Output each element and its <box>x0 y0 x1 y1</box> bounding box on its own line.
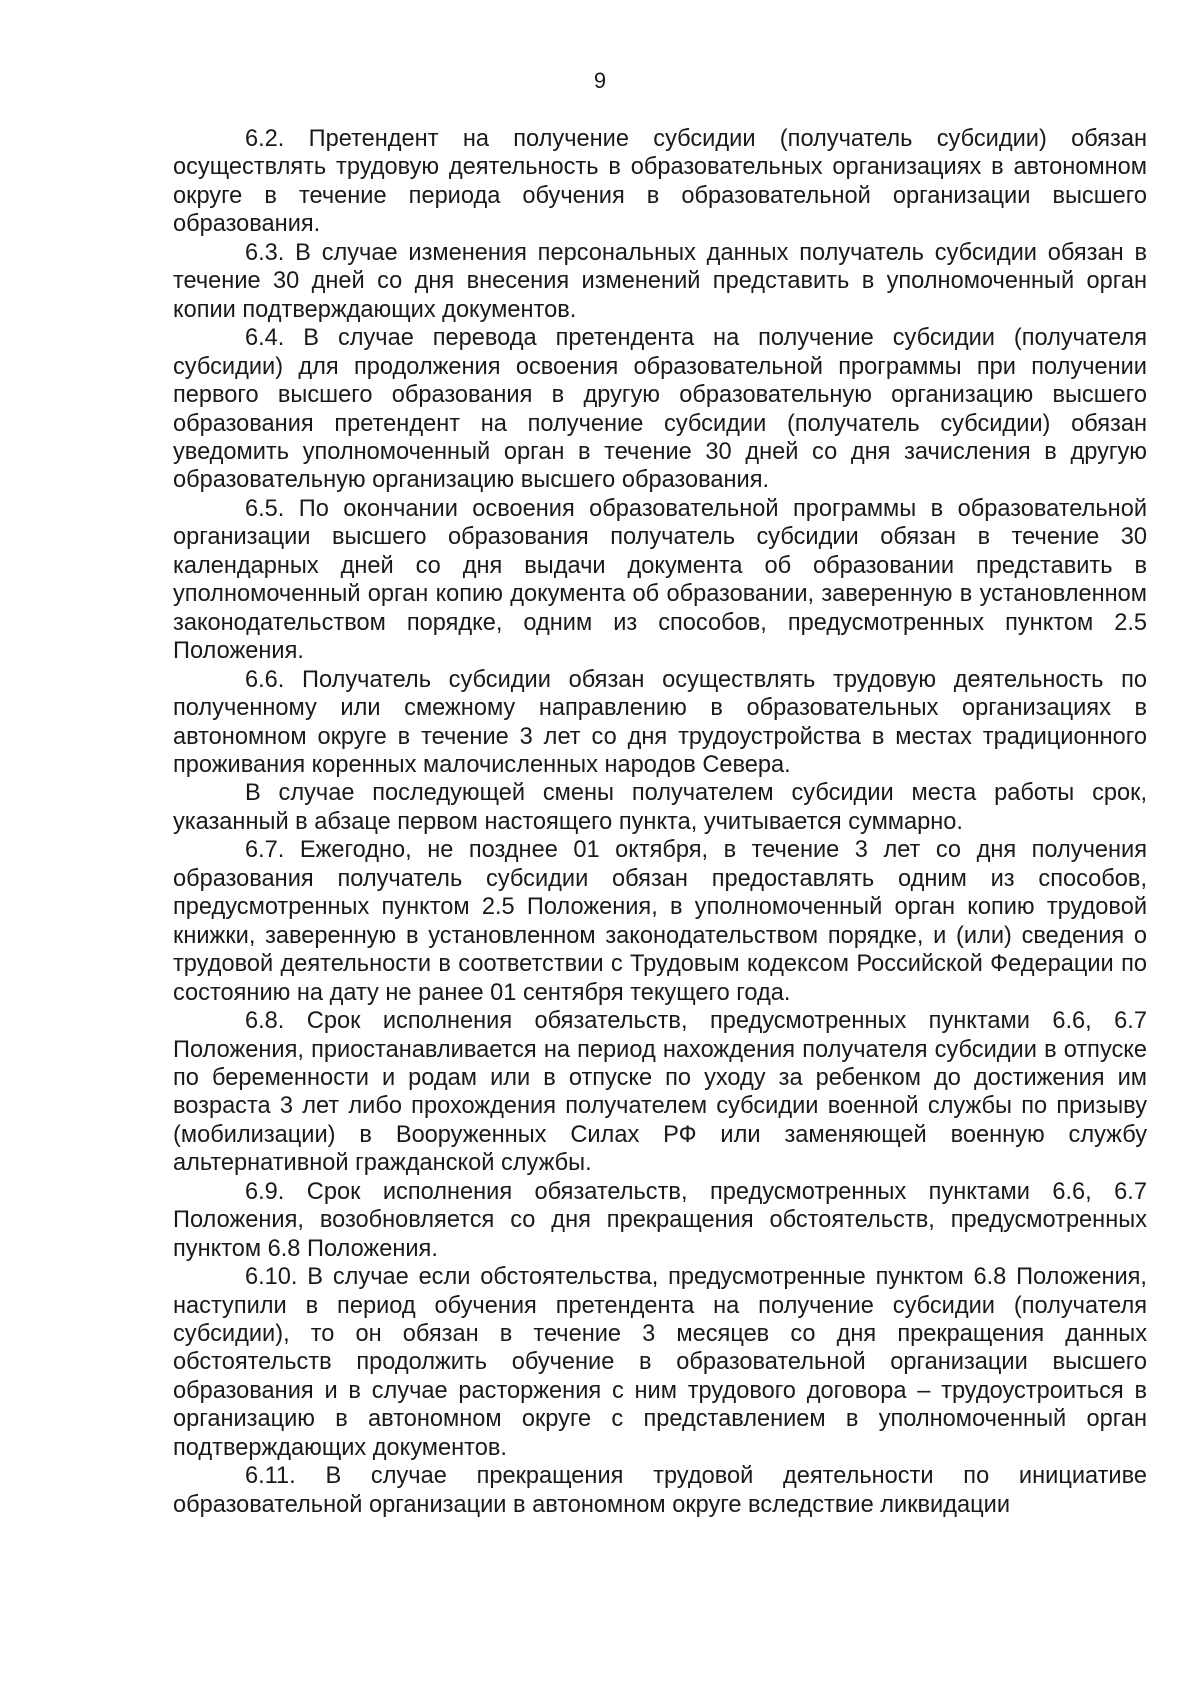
paragraph-6-8: 6.8. Срок исполнения обязательств, предусмотренных пунктами 6.6, 6.7 Положения, приостанавливается на период нахождения получателя субсидии в отпуске по беременности и родам или в отпуске по уходу за ребенком до достижения им возраста 3 лет либо прохождения получателем субсидии военной службы по призыву (мобилизации) в Вооруженных Силах РФ или заменяющей военную службу альтернативной гражданской службы. <box>173 1008 1147 1177</box>
paragraph-6-7: 6.7. Ежегодно, не позднее 01 октября, в течение 3 лет со дня получения образования получатель субсидии обязан предоставлять одним из способов, предусмотренных пунктом 2.5 Положения, в уполномоченный орган копию трудовой книжки, заверенную в установленном законодательством порядке, и (или) сведения о трудовой деятельности в соответствии с Трудовым кодексом Российской Федерации по состоянию на дату не ранее 01 сентября текущего года. <box>173 837 1147 1006</box>
paragraph-6-10: 6.10. В случае если обстоятельства, предусмотренные пунктом 6.8 Положения, наступили в период обучения претендента на получение субсидии (получателя субсидии), то он обязан в течение 3 месяцев со дня прекращения данных обстоятельств продолжить обучение в образовательной организации высшего образования и в случае расторжения с ним трудового договора – трудоустроиться в организацию в автономном округе с представлением в уполномоченный орган подтверждающих документов. <box>173 1264 1147 1461</box>
paragraph-6-6-second: В случае последующей смены получателем субсидии места работы срок, указанный в абзаце первом настоящего пункта, учитывается суммарно. <box>173 780 1147 835</box>
document-body <box>173 125 1147 1519</box>
page-number: 9 <box>593 68 607 93</box>
paragraph-6-6: 6.6. Получатель субсидии обязан осуществлять трудовую деятельность по полученному или смежному направлению в образовательных организациях в автономном округе в течение 3 лет со дня трудоустройства в местах традиционного проживания коренных малочисленных народов Севера. <box>173 666 1147 778</box>
paragraph-6-4: 6.4. В случае перевода претендента на получение субсидии (получателя субсидии) для продолжения освоения образовательной программы при получении первого высшего образования в другую образовательную организацию высшего образования претендент на получение субсидии (получатель субсидии) обязан уведомить уполномоченный орган в течение 30 дней со дня зачисления в другую образовательную организацию высшего образования. <box>173 325 1147 494</box>
paragraph-6-11: 6.11. В случае прекращения трудовой деятельности по инициативе образовательной организации в автономном округе вследствие ликвидации <box>173 1463 1147 1518</box>
paragraph-6-5: 6.5. По окончании освоения образовательной программы в образовательной организации высшего образования получатель субсидии обязан в течение 30 календарных дней со дня выдачи документа об образовании представить в уполномоченный орган копию документа об образовании, заверенную в установленном законодательством порядке, одним из способов, предусмотренных пунктом 2.5 Положения. <box>173 495 1147 665</box>
paragraph-6-2: 6.2. Претендент на получение субсидии (получатель субсидии) обязан осуществлять трудовую деятельность в образовательных организациях в автономном округе в течение периода обучения в образовательной организации высшего образования. <box>173 126 1147 238</box>
paragraph-6-3: 6.3. В случае изменения персональных данных получатель субсидии обязан в течение 30 дней со дня внесения изменений представить в уполномоченный орган копии подтверждающих документов. <box>173 239 1147 323</box>
paragraph-6-9: 6.9. Срок исполнения обязательств, предусмотренных пунктами 6.6, 6.7 Положения, возобновляется со дня прекращения обстоятельств, предусмотренных пунктом 6.8 Положения. <box>173 1178 1147 1262</box>
